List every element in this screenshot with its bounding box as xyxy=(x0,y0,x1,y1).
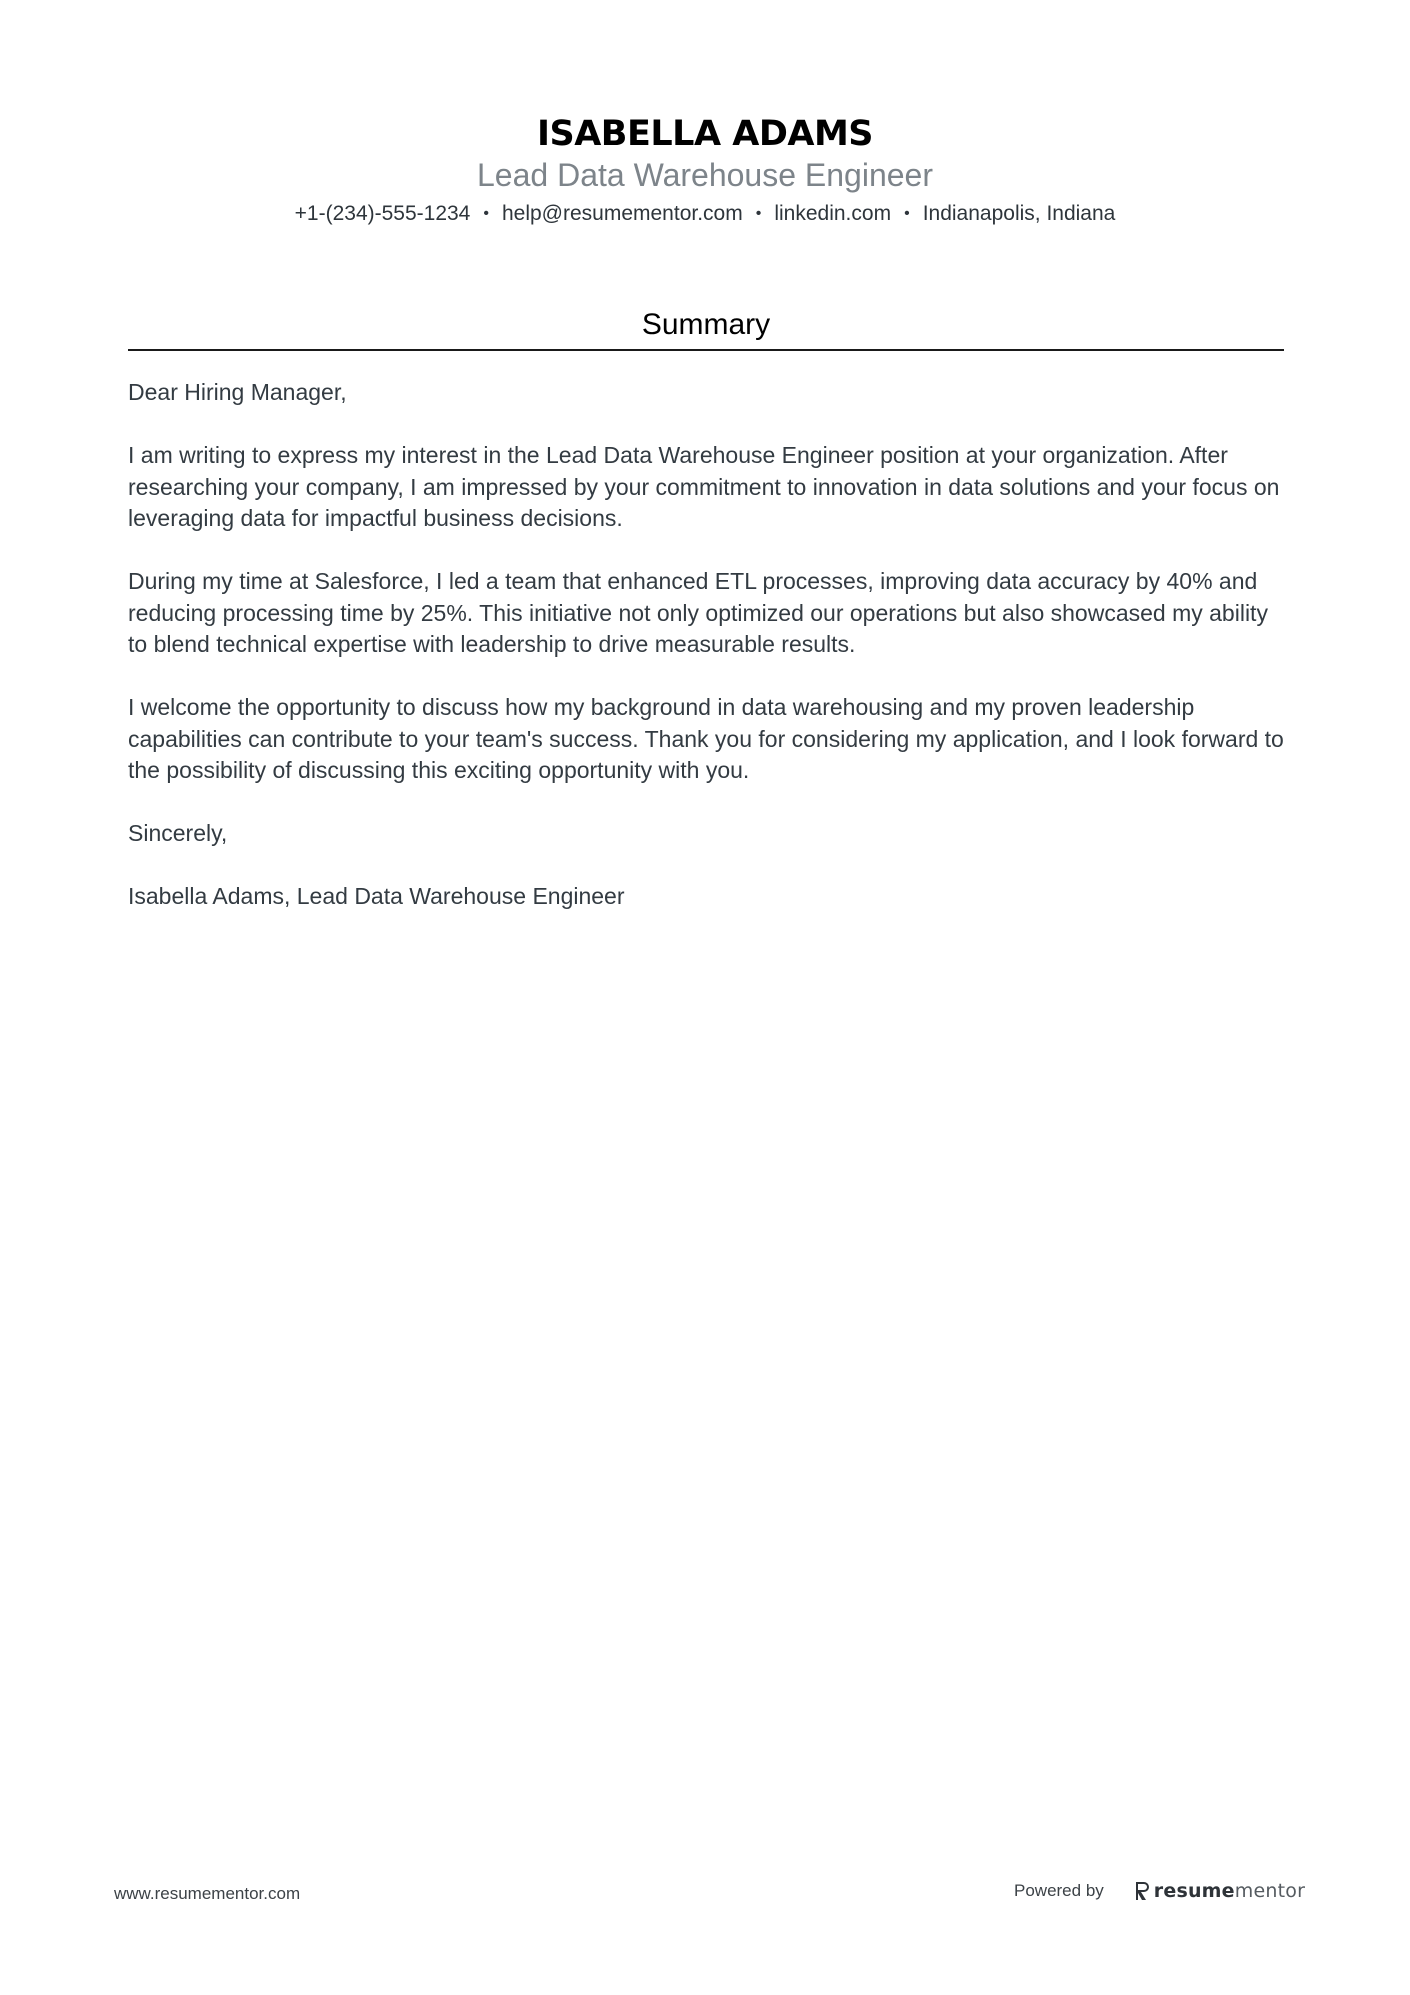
letter-closing: Sincerely, xyxy=(128,820,228,846)
separator-dot: • xyxy=(755,205,762,222)
separator-dot: • xyxy=(904,205,910,222)
job-title: Lead Data Warehouse Engineer xyxy=(477,157,933,193)
location: Indianapolis, Indiana xyxy=(922,202,1116,225)
header xyxy=(0,112,1410,228)
contact-line xyxy=(0,200,1410,228)
section-title-summary: Summary xyxy=(641,308,771,341)
candidate-name: ISABELLA ADAMS xyxy=(536,114,874,154)
letter-paragraph: During my time at Salesforce, I led a team that enhanced ETL processes, improving data accuracy by 40% and reducing processing time by 25%. This initiative not only optimized our operations but also showcased my ability to blend technical expertise with leadership to drive measurable results. xyxy=(128,568,1268,657)
letter-paragraph: I am writing to express my interest in the Lead Data Warehouse Engineer position at your organization. After researching your company, I am impressed by your commitment to innovation in data solutions and your focus on leveraging data for impactful business decisions. xyxy=(128,442,1280,531)
brand-logo[interactable] xyxy=(1134,1880,1305,1902)
phone: +1-(234)-555-1234 xyxy=(294,202,471,225)
brand-wordmark-light: mentor xyxy=(1234,1880,1306,1902)
brand-wordmark xyxy=(1154,1880,1305,1902)
footer-website-link[interactable]: www.resumementor.com xyxy=(114,1884,301,1903)
letter-paragraph: I welcome the opportunity to discuss how my background in data warehousing and my proven leadership capabilities can contribute to your team's success. Thank you for considering my application, and I look forward to the possibility of discussing this exciting opportunity with you. xyxy=(128,694,1284,783)
resumementor-logo-icon xyxy=(1134,1880,1150,1902)
letter-greeting: Dear Hiring Manager, xyxy=(128,379,347,405)
letter-body xyxy=(128,377,1288,944)
separator-dot: • xyxy=(483,205,489,222)
letter-signature: Isabella Adams, Lead Data Warehouse Engineer xyxy=(128,883,625,909)
footer-branding xyxy=(1014,1880,1305,1902)
powered-by-label: Powered by xyxy=(1014,1881,1104,1900)
section-divider xyxy=(128,349,1284,351)
brand-wordmark-bold: resume xyxy=(1153,1880,1235,1902)
linkedin-link[interactable]: linkedin.com xyxy=(774,202,892,225)
email-link[interactable]: help@resumementor.com xyxy=(501,202,743,225)
